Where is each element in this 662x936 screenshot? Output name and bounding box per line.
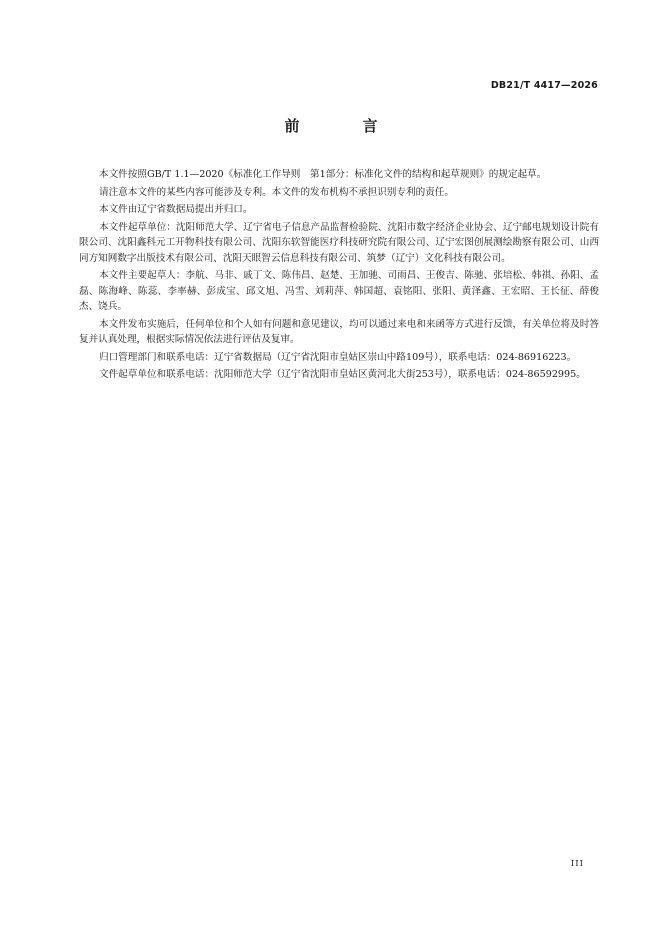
paragraph-proposer: 本文件由辽宁省数据局提出并归口。 <box>99 204 253 216</box>
paragraph-drafting-basis: 本文件按照GB/T 1.1—2020《标准化工作导则 第1部分：标准化文件的结构和起草规则》的规定起草。 <box>99 169 547 180</box>
paragraph-drafting-units: 本文件起草单位：沈阳师范大学、辽宁省电子信息产品监督检验院、沈阳市数字经济企业协会、辽宁邮电规划设计院有限公司、沈阳鑫科元工开物科技有限公司、沈阳东软智能医疗科技研究院有限公司、辽宁宏图创展测绘勘察有限公司、山西同方知网数字出版技术有限公司、沈阳天眼智云信息科技有限公司、筑梦（辽宁）文化科技有限公司。 <box>79 221 599 264</box>
foreword-body <box>79 167 599 385</box>
paragraph-patent-notice: 请注意本文件的某些内容可能涉及专利。本文件的发布机构不承担识别专利的责任。 <box>99 186 454 198</box>
paragraph-feedback: 本文件发布实施后，任何单位和个人如有问题和意见建议，均可以通过来电和来函等方式进行反馈，有关单位将及时答复并认真处理，根据实际情况依法进行评估及复审。 <box>79 318 599 345</box>
document-code: DB21/T 4417—2026 <box>490 80 598 91</box>
paragraph-main-drafters: 本文件主要起草人：李航、马非、戚丁文、陈伟昌、赵楚、王加驰、司雨昌、王俊吉、陈驰、张培松、韩祺、孙阳、孟磊、陈海峰、陈蕊、李率赫、彭成宝、邱文旭、冯雪、刘莉萍、韩国超、袁铭阳、张阳、黄泽鑫、王宏昭、王长征、薛俊杰、饶兵。 <box>79 270 599 312</box>
paragraph-drafter-contact: 文件起草单位和联系电话：沈阳师范大学（辽宁省沈阳市皇姑区黄河北大街253号），联系电话：024-86592995。 <box>99 369 586 381</box>
paragraph-authority-contact: 归口管理部门和联系电话：辽宁省数据局（辽宁省沈阳市皇姑区崇山中路109号），联系电话：024-86916223。 <box>99 351 577 363</box>
page-heading: 前 言 <box>284 117 402 135</box>
page-number: III <box>570 859 584 869</box>
